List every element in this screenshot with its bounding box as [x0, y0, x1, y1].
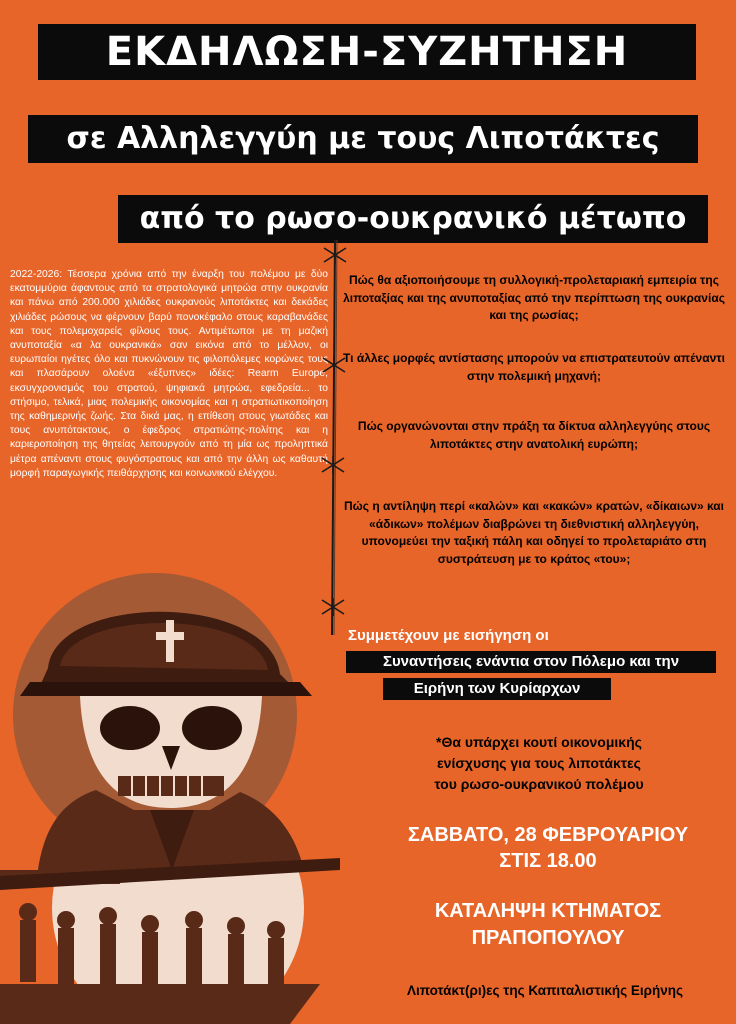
event-time: ΣΤΙΣ 18.00: [499, 850, 597, 872]
subtitle-banner-1: σε Αλληλεγγύη με τους Λιποτάκτες: [28, 115, 698, 163]
participant-group-line-1: Συναντήσεις ενάντια στον Πόλεμο και την: [346, 651, 716, 673]
support-line-2: ενίσχυσης για τους λιποτάκτες: [437, 755, 641, 771]
event-venue: [380, 898, 716, 952]
support-line-3: του ρωσο-ουκρανικού πολέμου: [434, 776, 644, 792]
intro-paragraph: 2022-2026: Τέσσερα χρόνια από την έναρξη του πολέμου με δύο εκατομμύρια άφαντους από τα στρατολογικά μητρώα στην ουκρανία και πάνω από 200.000 χιλιάδες ουκρανούς λιποτάκτες και δεκάδες χιλιάδες ρώσους να φέρνουν βαρύ πονοκέφαλο στους καραβανάδες και τους πολεμοχαρείς φίλους τους. Αντιμέτωποι με τη μαζική ανυποταξία «α λα ουκρανικά» σαν εικόνα από το μέλλον, οι ευρωπαίοι ηγέτες όλο και πυκνώνουν τις φιλοπόλεμες κορώνες τους και πλασάρουν ολοένα «έξυπνες» ιδέες: Rearm Europe, εκσυγχρονισμός του στρατού, ψηφιακά μητρώα, εφεδρεία... το στήσιμο, τελικά, μιας πολεμικής οικονομίας και η στρατιωτικοποίηση της καθημερινής ζωής. Στα δικά μας, η επίθεση στους γιωτάδες και τους ανυπότακτους, ο έφεδρος στρατιώτης-πολίτης και η καριεροποίηση της θητείας λειτουργούν από τη μία ως προληπτικά μέτρα απέναντι στους φυγόστρατους και από την άλλη ως καθαυτή μορφή παραγωγικής πειθάρχησης και κοινωνικού ελέγχου.: [10, 269, 328, 479]
event-datetime: [360, 822, 736, 874]
participant-group-line-2: Ειρήνη των Κυρίαρχων: [383, 678, 611, 700]
event-title-banner: ΕΚΔΗΛΩΣΗ-ΣΥΖΗΤΗΣΗ: [38, 24, 696, 80]
question-1: Πώς θα αξιοποιήσουμε τη συλλογική-προλεταριακή εμπειρία της λιποταξίας και της ανυποταξίας από την περίπτωση της ουκρανίας και της ρωσίας;: [343, 273, 725, 322]
question-3: Πώς οργανώνονται στην πράξη τα δίκτυα αλληλεγγύης στους λιποτάκτες στην ανατολική ευρώπη;: [357, 419, 711, 451]
subtitle-banner-2: από το ρωσο-ουκρανικό μέτωπο: [118, 195, 708, 243]
event-date: ΣΑΒΒΑΤΟ, 28 ΦΕΒΡΟΥΑΡΙΟΥ: [407, 824, 689, 846]
venue-line-1: ΚΑΤΑΛΗΨΗ ΚΤΗΜΑΤΟΣ: [434, 900, 662, 922]
venue-line-2: ΠΡΑΠΟΠΟΥΛΟΥ: [471, 927, 625, 949]
skull-soldier-illustration: [0, 570, 375, 1024]
participants-title: Συμμετέχουν με εισήγηση οι: [348, 627, 549, 644]
support-box-note: [378, 732, 700, 795]
organizer-signature: Λιποτάκτ(ρι)ες της Καπιταλιστικής Ειρήνης: [406, 983, 684, 998]
support-line-1: *Θα υπάρχει κουτί οικονομικής: [436, 734, 642, 750]
question-4: Πώς η αντίληψη περί «καλών» και «κακών» κρατών, «δίκαιων» και «άδικων» πολέμων διαβρώνει τη διεθνιστική αλληλεγγύη, υπονομεύει την ταξική πάλη και οδηγεί το προλεταριάτο στη συστράτευση με το κράτος «του»;: [343, 499, 725, 566]
question-2: Τι άλλες μορφές αντίστασης μπορούν να επιστρατευτούν απέναντι στην πολεμική μηχανή;: [343, 351, 725, 383]
